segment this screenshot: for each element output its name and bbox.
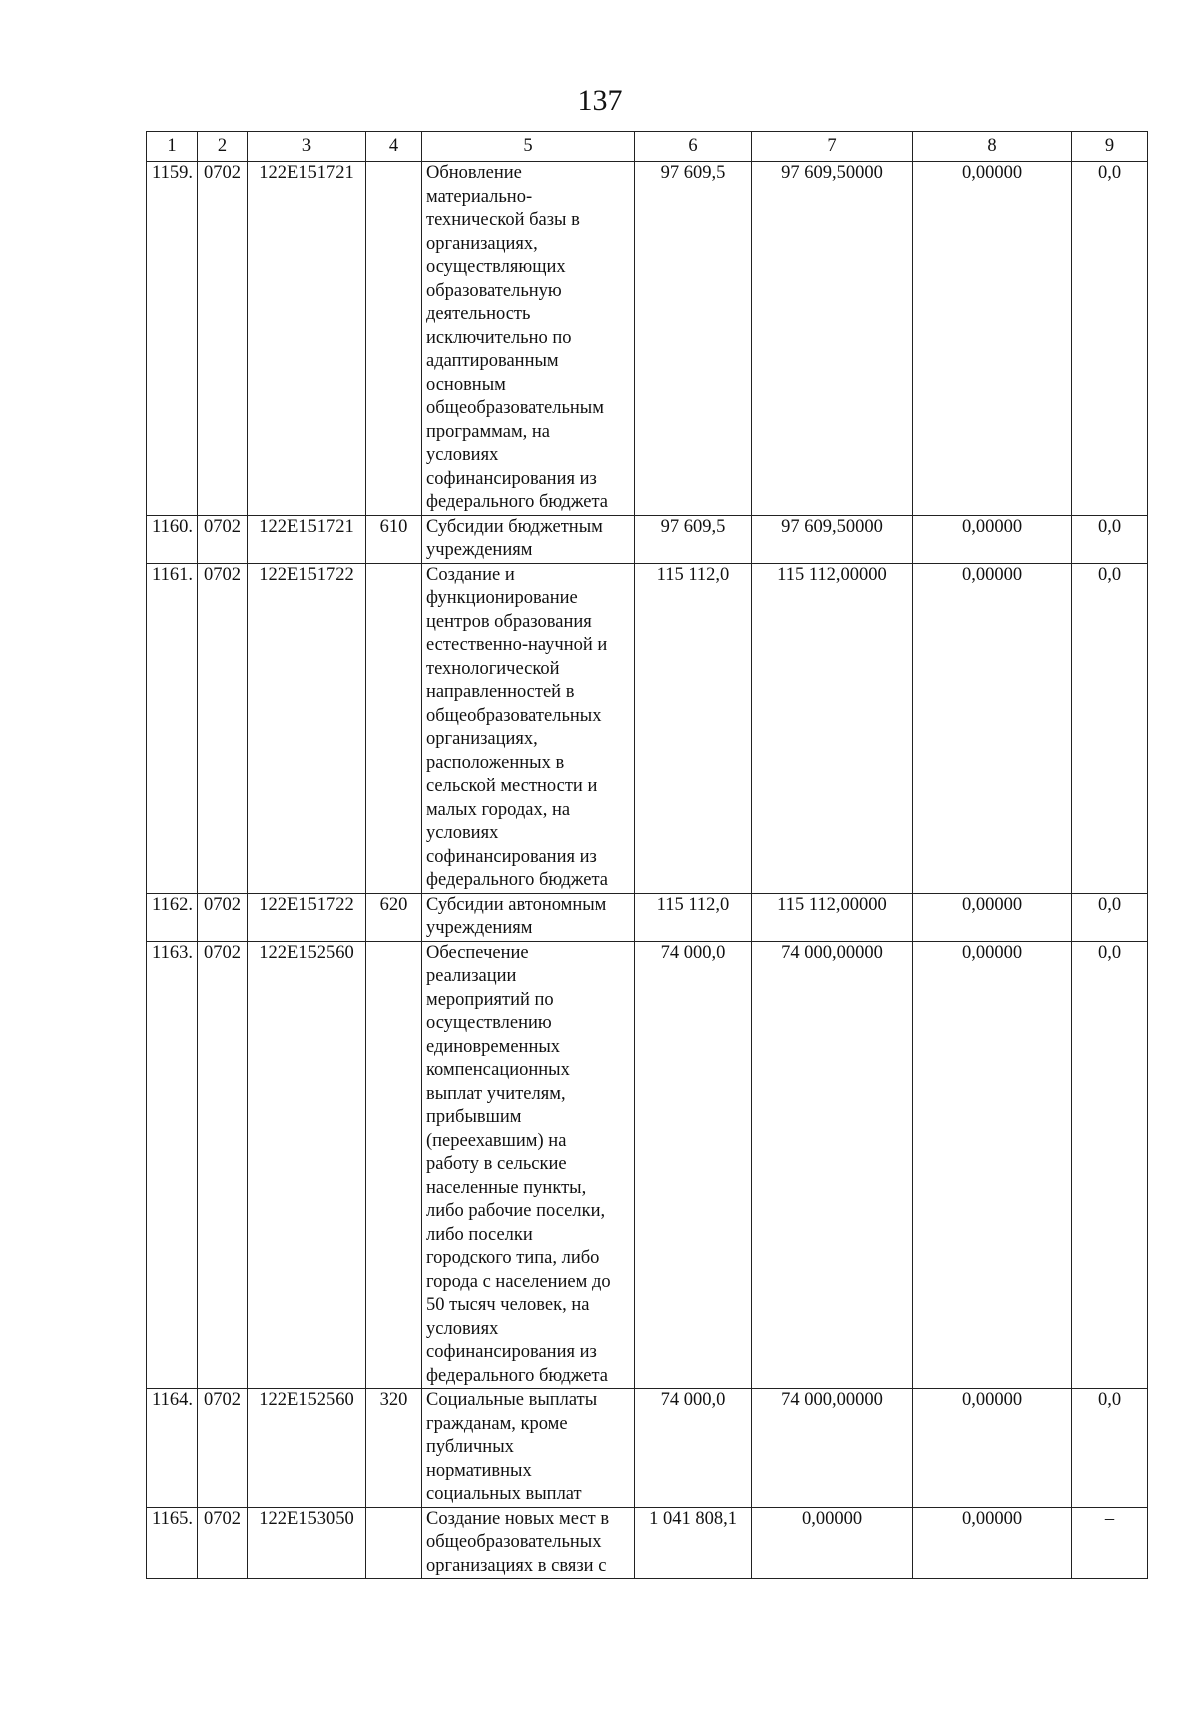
table-row	[147, 1507, 1148, 1579]
expense-type-code: 610	[366, 515, 422, 563]
amount-col6: 115 112,0	[635, 563, 752, 893]
item-name: Обеспечение реализации мероприятий по осуществлению единовременных компенсационных выплат учителям, прибывшим (переехавшим) на работу в сельские населенные пункты, либо рабочие поселки, либо поселки городского типа, либо города с населением до 50 тысяч человек, на условиях софинансирования из федерального бюджета	[422, 941, 635, 1389]
table-row	[147, 162, 1148, 516]
header-row	[147, 132, 1148, 162]
table-row	[147, 1389, 1148, 1508]
amount-col9: 0,0	[1072, 162, 1148, 516]
column-header: 4	[366, 132, 422, 162]
item-name: Создание и функционирование центров образования естественно-научной и технологической направленностей в общеобразовательных организациях, расположенных в сельской местности и малых городах, на условиях софинансирования из федерального бюджета	[422, 563, 635, 893]
table-row	[147, 515, 1148, 563]
amount-col8: 0,00000	[913, 162, 1072, 516]
table-row	[147, 563, 1148, 893]
row-number: 1161.	[147, 563, 198, 893]
expense-type-code	[366, 162, 422, 516]
amount-col9: 0,0	[1072, 941, 1148, 1389]
amount-col7: 115 112,00000	[752, 893, 913, 941]
column-header: 5	[422, 132, 635, 162]
amount-col8: 0,00000	[913, 893, 1072, 941]
amount-col8: 0,00000	[913, 1507, 1072, 1579]
amount-col9: 0,0	[1072, 893, 1148, 941]
amount-col6: 74 000,0	[635, 941, 752, 1389]
amount-col6: 1 041 808,1	[635, 1507, 752, 1579]
expense-type-code: 320	[366, 1389, 422, 1508]
amount-col6: 74 000,0	[635, 1389, 752, 1508]
amount-col7: 74 000,00000	[752, 941, 913, 1389]
target-article-code: 122E151721	[248, 515, 366, 563]
section-code: 0702	[198, 162, 248, 516]
item-name: Обновление материально- технической базы в организациях, осуществляющих образовательную деятельность исключительно по адаптированным основным общеобразовательным программам, на условиях софинансирования из федерального бюджета	[422, 162, 635, 516]
section-code: 0702	[198, 1389, 248, 1508]
column-header: 3	[248, 132, 366, 162]
item-name: Субсидии бюджетным учреждениям	[422, 515, 635, 563]
target-article-code: 122E152560	[248, 1389, 366, 1508]
row-number: 1160.	[147, 515, 198, 563]
expense-type-code	[366, 941, 422, 1389]
amount-col9: 0,0	[1072, 563, 1148, 893]
amount-col7: 74 000,00000	[752, 1389, 913, 1508]
section-code: 0702	[198, 515, 248, 563]
column-header: 1	[147, 132, 198, 162]
amount-col7: 0,00000	[752, 1507, 913, 1579]
row-number: 1159.	[147, 162, 198, 516]
column-header: 7	[752, 132, 913, 162]
section-code: 0702	[198, 563, 248, 893]
amount-col7: 115 112,00000	[752, 563, 913, 893]
expense-type-code	[366, 563, 422, 893]
target-article-code: 122E151722	[248, 893, 366, 941]
row-number: 1165.	[147, 1507, 198, 1579]
amount-col9: –	[1072, 1507, 1148, 1579]
budget-table	[146, 131, 1148, 1579]
row-number: 1163.	[147, 941, 198, 1389]
table-row	[147, 941, 1148, 1389]
column-header: 2	[198, 132, 248, 162]
amount-col8: 0,00000	[913, 563, 1072, 893]
amount-col9: 0,0	[1072, 1389, 1148, 1508]
amount-col6: 97 609,5	[635, 515, 752, 563]
column-header: 8	[913, 132, 1072, 162]
column-header: 9	[1072, 132, 1148, 162]
amount-col8: 0,00000	[913, 1389, 1072, 1508]
amount-col6: 115 112,0	[635, 893, 752, 941]
amount-col7: 97 609,50000	[752, 162, 913, 516]
amount-col7: 97 609,50000	[752, 515, 913, 563]
item-name: Социальные выплаты гражданам, кроме публичных нормативных социальных выплат	[422, 1389, 635, 1508]
amount-col8: 0,00000	[913, 941, 1072, 1389]
table-row	[147, 893, 1148, 941]
item-name: Субсидии автономным учреждениям	[422, 893, 635, 941]
section-code: 0702	[198, 941, 248, 1389]
column-header: 6	[635, 132, 752, 162]
item-name: Создание новых мест в общеобразовательных организациях в связи с	[422, 1507, 635, 1579]
target-article-code: 122E151721	[248, 162, 366, 516]
section-code: 0702	[198, 1507, 248, 1579]
expense-type-code	[366, 1507, 422, 1579]
amount-col8: 0,00000	[913, 515, 1072, 563]
row-number: 1164.	[147, 1389, 198, 1508]
target-article-code: 122E151722	[248, 563, 366, 893]
target-article-code: 122E152560	[248, 941, 366, 1389]
amount-col6: 97 609,5	[635, 162, 752, 516]
target-article-code: 122E153050	[248, 1507, 366, 1579]
page-number: 137	[577, 84, 623, 117]
section-code: 0702	[198, 893, 248, 941]
expense-type-code: 620	[366, 893, 422, 941]
amount-col9: 0,0	[1072, 515, 1148, 563]
row-number: 1162.	[147, 893, 198, 941]
